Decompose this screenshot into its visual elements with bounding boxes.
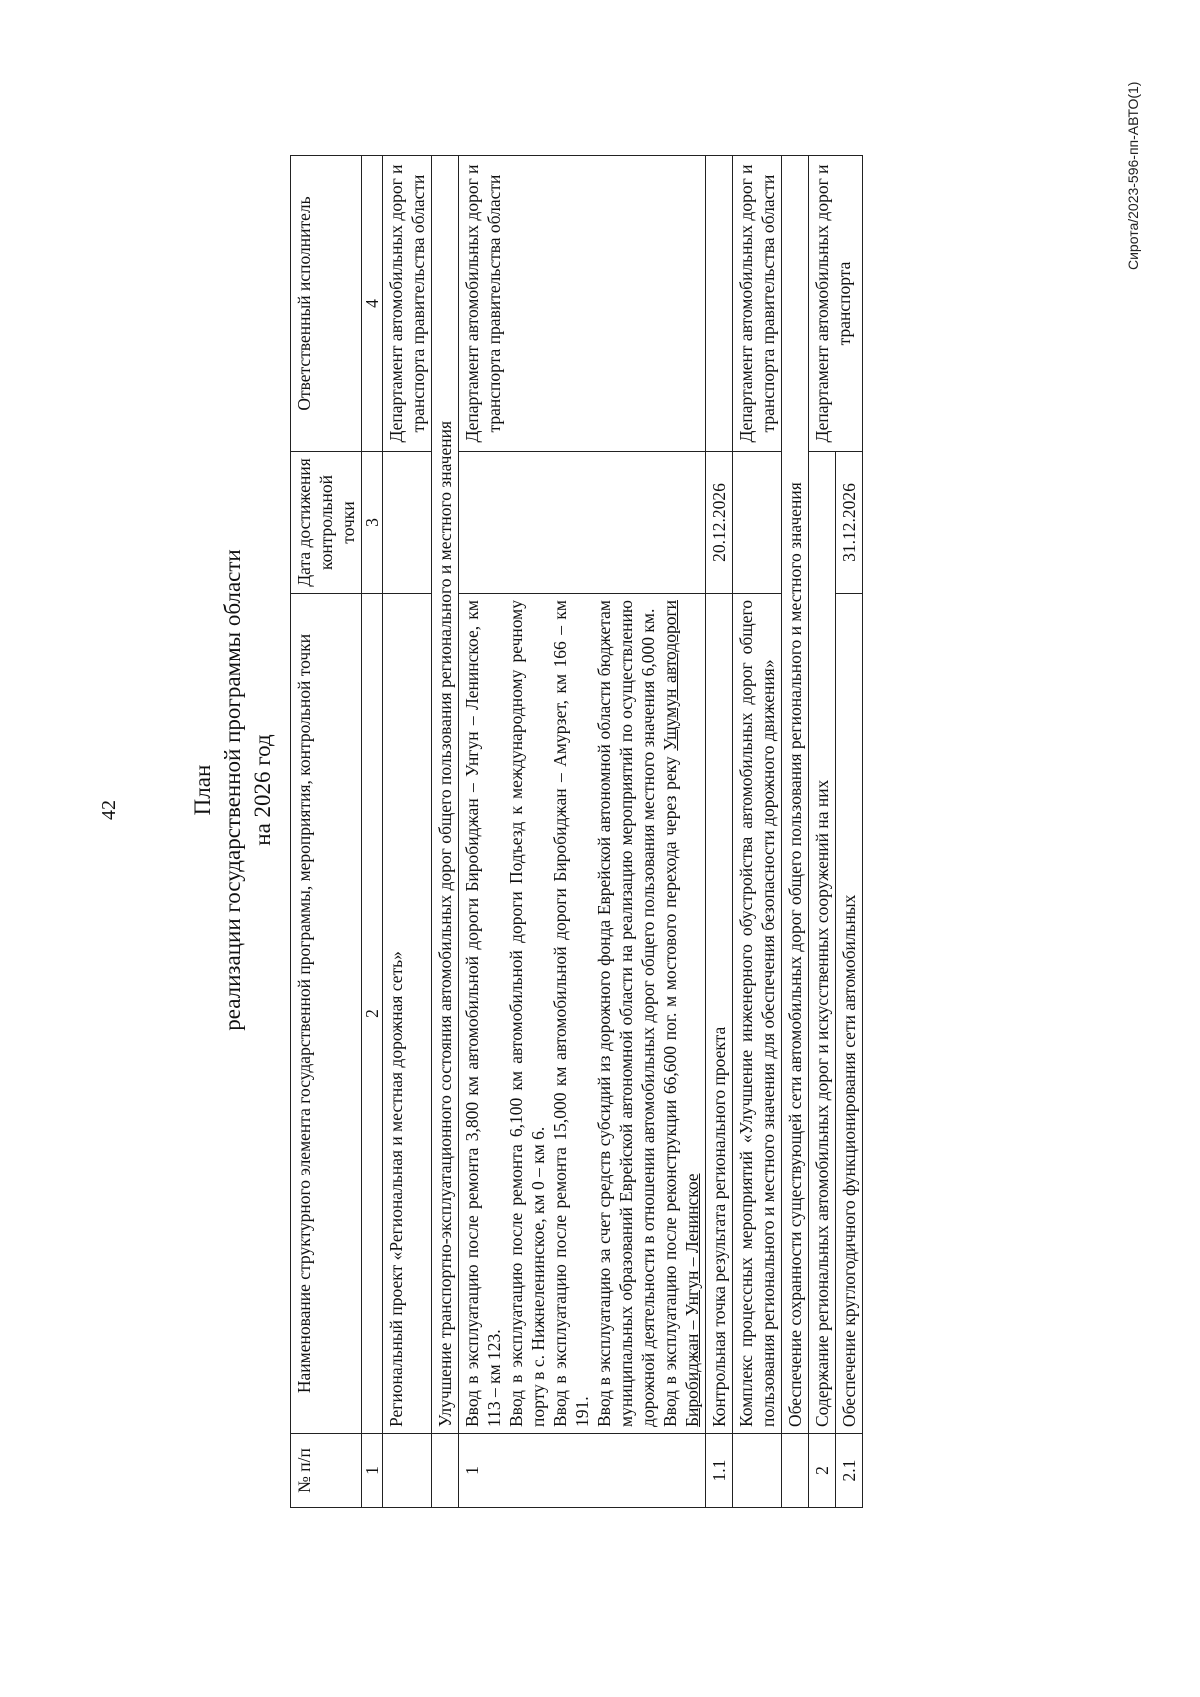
table-row xyxy=(733,156,782,1508)
result-item: Ввод в эксплуатацию после ремонта 6,100 км автомобильной дороги Подъезд к международному речному порту в с. Нижнеленинское, км 0 – км 6. xyxy=(506,600,548,1427)
measure-name: Содержание региональных автомобильных дорог и искусственных сооружений на них xyxy=(809,452,836,1434)
page-number: 42 xyxy=(98,800,120,820)
checkpoint-name: Контрольная точка результата регионального проекта xyxy=(706,594,733,1434)
col-number: 1 xyxy=(362,1434,383,1508)
row-number: 1 xyxy=(459,1434,706,1508)
table-row xyxy=(782,156,809,1508)
plan-table xyxy=(290,155,863,1508)
task-1: Улучшение транспортно-эксплуатационного состояния автомобильных дорог общего пользования регионального и местного значения xyxy=(432,156,459,1434)
header-num: № п/п xyxy=(291,1434,362,1508)
checkpoint-name: Обеспечение круглогодичного функционирования сети автомобильных xyxy=(836,594,863,1434)
table-row xyxy=(432,156,459,1508)
table-row xyxy=(383,156,432,1508)
row-number: 2.1 xyxy=(836,1434,863,1508)
col-number: 2 xyxy=(362,594,383,1434)
header-name: Наименование структурного элемента государственной программы, мероприятия, контрольной точки xyxy=(291,594,362,1434)
plan-year: на 2026 год xyxy=(250,734,275,846)
measure-executor: Департамент автомобильных дорог и транспорта xyxy=(809,156,863,452)
checkpoint-date: 31.12.2026 xyxy=(836,452,863,594)
project-executor: Департамент автомобильных дорог и транспорта правительства области xyxy=(383,156,432,452)
project-name: Региональный проект «Региональная и местная дорожная сеть» xyxy=(383,594,432,1434)
row-number: 2 xyxy=(809,1434,836,1508)
table-header-row xyxy=(291,156,362,1508)
result-item: Ввод в эксплуатацию после реконструкции 66,600 пог. м мостового перехода через реку Ущумун автодороги Биробиджан – Унгун – Ленинское xyxy=(660,599,702,1427)
rotated-page xyxy=(20,0,1180,1590)
plan-title: План xyxy=(190,764,215,816)
col-number: 4 xyxy=(362,156,383,452)
result-description xyxy=(459,594,706,1434)
col-number: 3 xyxy=(362,452,383,594)
document-code: Сирота/2023-596-пп-АВТО(1) xyxy=(1125,81,1141,270)
result-item: Ввод в эксплуатацию за счет средств субсидий из дорожного фонда Еврейской автономной области бюджетам муниципальных образований Еврейской автономной области на реализацию мероприятий по осуществлению дорожной деятельности в отношении автомобильных дорог общего пользования местного значения 6,000 км. xyxy=(594,600,658,1427)
header-date: Дата достижения контрольной точки xyxy=(291,452,362,594)
plan-subtitle: реализации государственной программы области xyxy=(220,549,245,1031)
table-row xyxy=(459,156,706,1508)
checkpoint-date: 20.12.2026 xyxy=(706,452,733,594)
row-number: 1.1 xyxy=(706,1434,733,1508)
process-complex-name: Комплекс процессных мероприятий «Улучшение инженерного обустройства автомобильных дорог общего пользования регионального и местного значения для обеспечения безопасности дорожного движения» xyxy=(733,594,782,1434)
header-exec: Ответственный исполнитель xyxy=(291,156,362,452)
table-row xyxy=(706,156,733,1508)
task-2: Обеспечение сохранности существующей сети автомобильных дорог общего пользования регионального и местного значения xyxy=(782,156,809,1434)
result-item: Ввод в эксплуатацию после ремонта 15,000 км автомобильной дороги Биробиджан – Амурзет, км 166 – км 191. xyxy=(550,600,592,1427)
column-numbers-row xyxy=(362,156,383,1508)
result-executor: Департамент автомобильных дорог и транспорта правительства области xyxy=(459,156,706,452)
table-row xyxy=(809,156,836,1508)
result-item: Ввод в эксплуатацию после ремонта 3,800 км автомобильной дороги Биробиджан – Унгун – Ленинское, км 113 – км 123. xyxy=(462,600,504,1427)
process-complex-executor: Департамент автомобильных дорог и транспорта правительства области xyxy=(733,156,782,452)
